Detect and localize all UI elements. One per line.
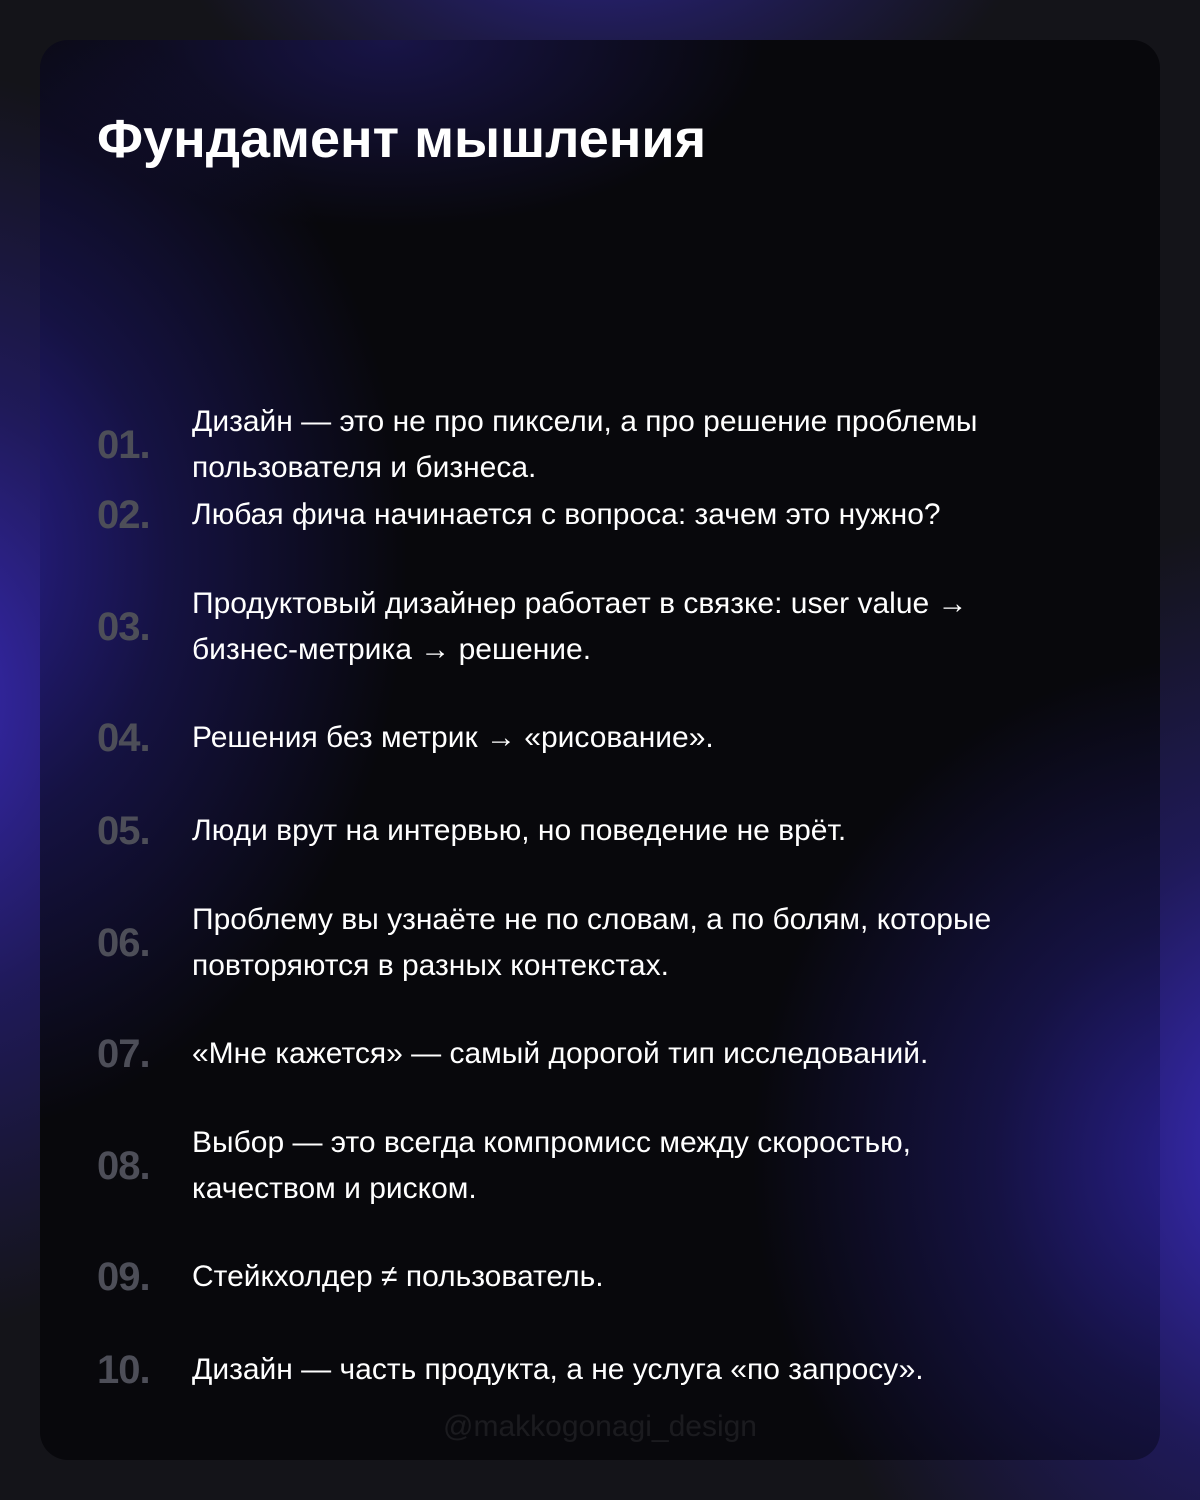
page-title: Фундамент мышления <box>97 109 707 169</box>
list-item <box>97 715 1117 761</box>
item-number: 03. <box>97 604 150 649</box>
card <box>40 40 1160 1460</box>
item-text-line: Решения без метрик → «рисование». <box>192 721 714 754</box>
list-item <box>97 581 1117 673</box>
item-number: 01. <box>97 422 150 467</box>
item-text <box>192 399 977 491</box>
item-number: 04. <box>97 715 150 760</box>
list-item <box>97 1254 1117 1300</box>
item-number: 05. <box>97 808 150 853</box>
item-text <box>192 581 968 673</box>
item-text-line: Дизайн — часть продукта, а не услуга «по запросу». <box>192 1353 924 1386</box>
item-text-line: «Мне кажется» — самый дорогой тип исследований. <box>192 1037 929 1070</box>
list-item <box>97 897 1117 989</box>
item-text <box>192 492 941 538</box>
item-text-line: повторяются в разных контекстах. <box>192 949 669 982</box>
item-text-line: Дизайн — это не про пиксели, а про решение проблемы <box>192 405 978 438</box>
item-number: 09. <box>97 1254 150 1299</box>
item-text-line: бизнес-метрика → решение. <box>192 633 592 666</box>
item-text <box>192 808 846 854</box>
item-text-line: качеством и риском. <box>192 1172 477 1205</box>
item-number: 06. <box>97 920 150 965</box>
item-number: 08. <box>97 1143 150 1188</box>
watermark: @makkogonagi_design <box>443 1410 757 1443</box>
list-item <box>97 399 1117 491</box>
item-text <box>192 1120 911 1212</box>
item-number: 10. <box>97 1347 150 1392</box>
item-text <box>192 1347 924 1393</box>
item-text-line: Продуктовый дизайнер работает в связке: user value → <box>192 587 968 620</box>
item-text-line: Люди врут на интервью, но поведение не врёт. <box>192 814 847 847</box>
item-text-line: Любая фича начинается с вопроса: зачем это нужно? <box>192 498 941 531</box>
item-number: 07. <box>97 1031 150 1076</box>
list-item <box>97 1120 1117 1212</box>
principles-list <box>40 40 1160 1460</box>
list-item <box>97 1347 1117 1393</box>
item-text <box>192 715 714 761</box>
list-item <box>97 808 1117 854</box>
item-number: 02. <box>97 492 150 537</box>
list-item <box>97 1031 1117 1077</box>
item-text <box>192 1254 604 1300</box>
item-text-line: пользователя и бизнеса. <box>192 451 537 484</box>
item-text-line: Выбор — это всегда компромисс между скоростью, <box>192 1126 911 1159</box>
item-text-line: Стейкхолдер ≠ пользователь. <box>192 1260 604 1293</box>
item-text <box>192 1031 928 1077</box>
item-text-line: Проблему вы узнаёте не по словам, а по болям, которые <box>192 903 992 936</box>
item-text <box>192 897 991 989</box>
list-item <box>97 492 1117 538</box>
